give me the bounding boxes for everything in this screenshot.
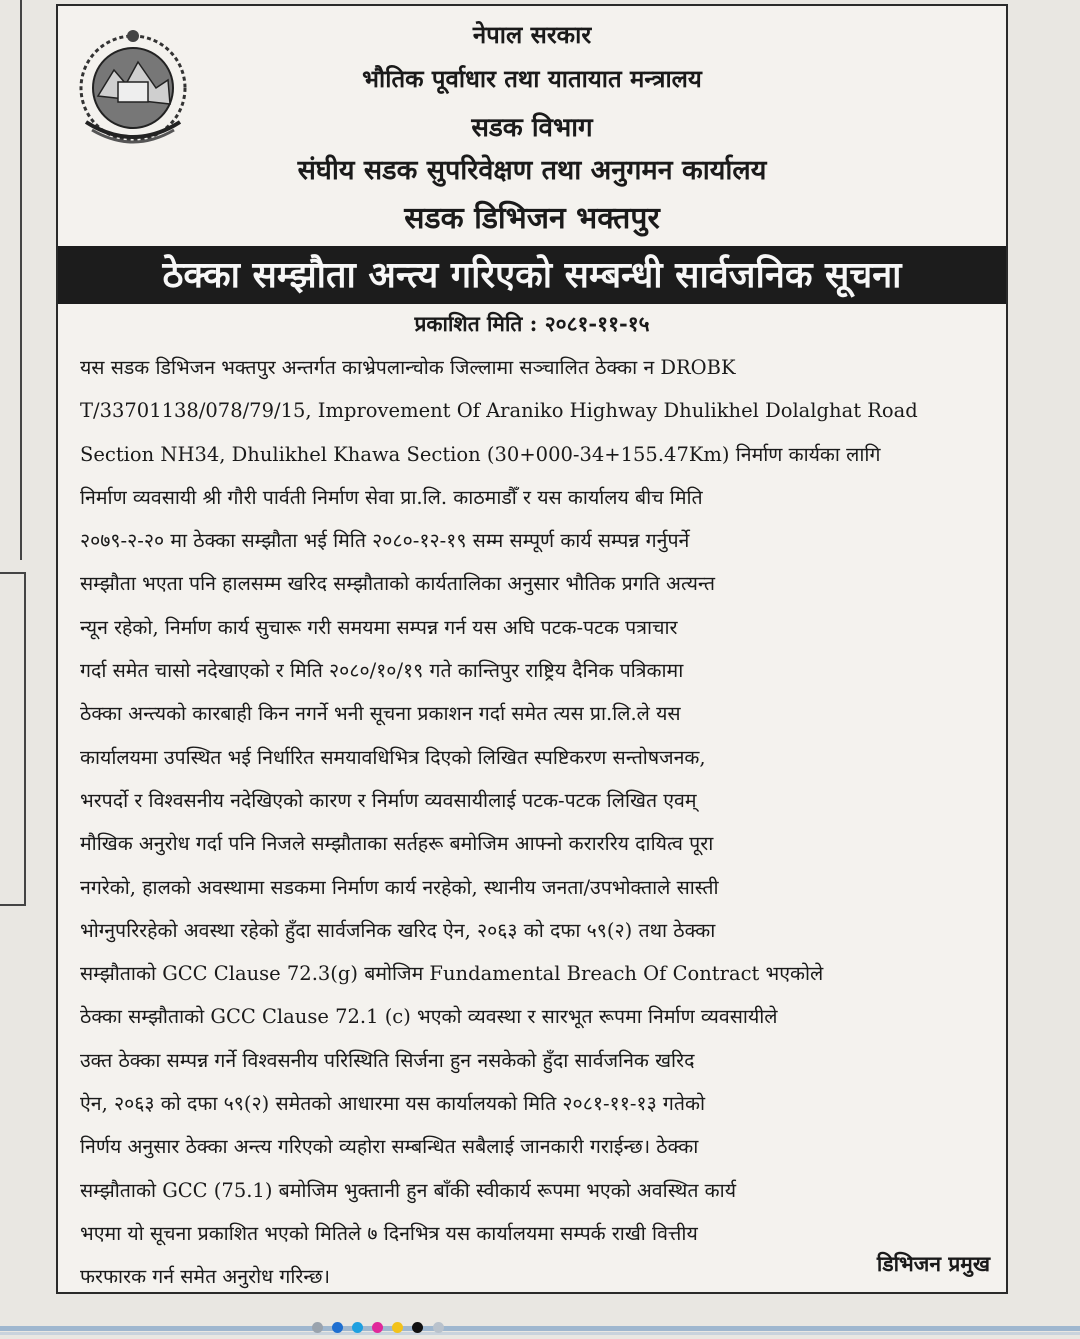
body-line: भोग्नुपरिरहेको अवस्था रहेको हुँदा सार्वजनिक खरिद ऐन, २०६३ को दफा ५९(२) तथा ठेक्का xyxy=(80,918,716,942)
publish-date: प्रकाशित मिति : २०८१-११-१५ xyxy=(414,311,650,336)
registration-dot xyxy=(332,1322,343,1333)
registration-dot xyxy=(312,1322,323,1333)
body-line: सम्झौताको GCC (75.1) बमोजिम भुक्तानी हुन बाँकी स्वीकार्य रूपमा भएको अवस्थित कार्य xyxy=(80,1178,737,1202)
body-line: न्यून रहेको, निर्माण कार्य सुचारू गरी समयमा सम्पन्न गर्न यस अघि पटक-पटक पत्राचार xyxy=(80,615,678,639)
header-government: नेपाल सरकार xyxy=(472,20,592,49)
body-line: कार्यालयमा उपस्थित भई निर्धारित समयावधिभित्र दिएको लिखित स्पष्टिकरण सन्तोषजनक, xyxy=(80,745,706,769)
body-line: ठेक्का अन्त्यको कारबाही किन नगर्ने भनी सूचना प्रकाशन गर्दा समेत त्यस प्रा.लि.ले यस xyxy=(80,702,681,726)
public-notice xyxy=(56,4,1008,1294)
header-department: सडक विभाग xyxy=(471,113,593,143)
body-line: सम्झौताको GCC Clause 72.3(g) बमोजिम Fundamental Breach Of Contract भएकोले xyxy=(80,962,824,986)
body-line: T/33701138/078/79/15, Improvement Of Araniko Highway Dhulikhel Dolalghat Road xyxy=(80,399,918,423)
body-line: निर्माण व्यवसायी श्री गौरी पार्वती निर्माण सेवा प्रा.लि. काठमाडौँ र यस कार्यालय बीच मिति xyxy=(80,485,703,509)
notice-body xyxy=(80,346,984,1299)
body-line: फरफारक गर्न समेत अनुरोध गरिन्छ। xyxy=(80,1265,330,1289)
body-line: २०७९-२-२० मा ठेक्का सम्झौता भई मिति २०८०-१२-१९ सम्म सम्पूर्ण कार्य सम्पन्न गर्नुपर्ने xyxy=(80,529,690,553)
body-line: ऐन, २०६३ को दफा ५९(२) समेतको आधारमा यस कार्यालयको मिति २०८१-११-१३ गतेको xyxy=(80,1092,706,1116)
body-line: सम्झौता भएता पनि हालसम्म खरिद सम्झौताको कार्यतालिका अनुसार भौतिक प्रगति अत्यन्त xyxy=(80,572,716,596)
body-line: गर्दा समेत चासो नदेखाएको र मिति २०८०/१०/१९ गते कान्तिपुर राष्ट्रिय दैनिक पत्रिकामा xyxy=(80,659,684,683)
notice-header xyxy=(58,6,1006,242)
registration-dot xyxy=(352,1322,363,1333)
signature-division-chief: डिभिजन प्रमुख xyxy=(876,1251,990,1276)
header-division: सडक डिभिजन भक्तपुर xyxy=(404,201,660,236)
header-office: संघीय सडक सुपरिवेक्षण तथा अनुगमन कार्यालय xyxy=(297,155,767,186)
body-line: नगरेको, हालको अवस्थामा सडकमा निर्माण कार्य नरहेको, स्थानीय जनता/उपभोक्ताले सास्ती xyxy=(80,875,719,899)
color-registration-dots xyxy=(312,1318,448,1337)
body-line: निर्णय अनुसार ठेक्का अन्त्य गरिएको व्यहोरा सम्बन्धित सबैलाई जानकारी गराईन्छ। ठेक्का xyxy=(80,1135,699,1159)
bottom-color-strip xyxy=(0,1318,1080,1339)
registration-dot xyxy=(433,1322,444,1333)
left-column-rule xyxy=(0,0,22,600)
body-line: यस सडक डिभिजन भक्तपुर अन्तर्गत काभ्रेपलान्चोक जिल्लामा सञ्चालित ठेक्का न DROBK xyxy=(80,356,736,379)
body-line: ठेक्का सम्झौताको GCC Clause 72.1 (c) भएको व्यवस्था र सारभूत रूपमा निर्माण व्यवसायीले xyxy=(80,1005,778,1029)
body-line: मौखिक अनुरोध गर्दा पनि निजले सम्झौताका सर्तहरू बमोजिम आफ्नो कराररिय दायित्व पूरा xyxy=(80,832,714,856)
registration-dot xyxy=(392,1322,403,1333)
body-line: भएमा यो सूचना प्रकाशित भएको मितिले ७ दिनभित्र यस कार्यालयमा सम्पर्क राखी वित्तीय xyxy=(80,1221,698,1245)
body-line: भरपर्दो र विश्वसनीय नदेखिएको कारण र निर्माण व्यवसायीलाई पटक-पटक लिखित एवम् xyxy=(80,788,697,812)
body-line: उक्त ठेक्का सम्पन्न गर्ने विश्वसनीय परिस्थिति सिर्जना हुन नसकेको हुँदा सार्वजनिक खरिद xyxy=(80,1048,695,1072)
notice-title-banner: ठेक्का सम्झौता अन्त्य गरिएको सम्बन्धी सार्वजनिक सूचना xyxy=(58,246,1006,304)
header-ministry: भौतिक पूर्वाधार तथा यातायात मन्त्रालय xyxy=(362,64,702,93)
adjacent-ad-box-edge xyxy=(0,572,26,906)
registration-dot xyxy=(372,1322,383,1333)
registration-dot xyxy=(412,1322,423,1333)
body-line: Section NH34, Dhulikhel Khawa Section (30+000-34+155.47Km) निर्माण कार्यका लागि xyxy=(80,442,881,466)
